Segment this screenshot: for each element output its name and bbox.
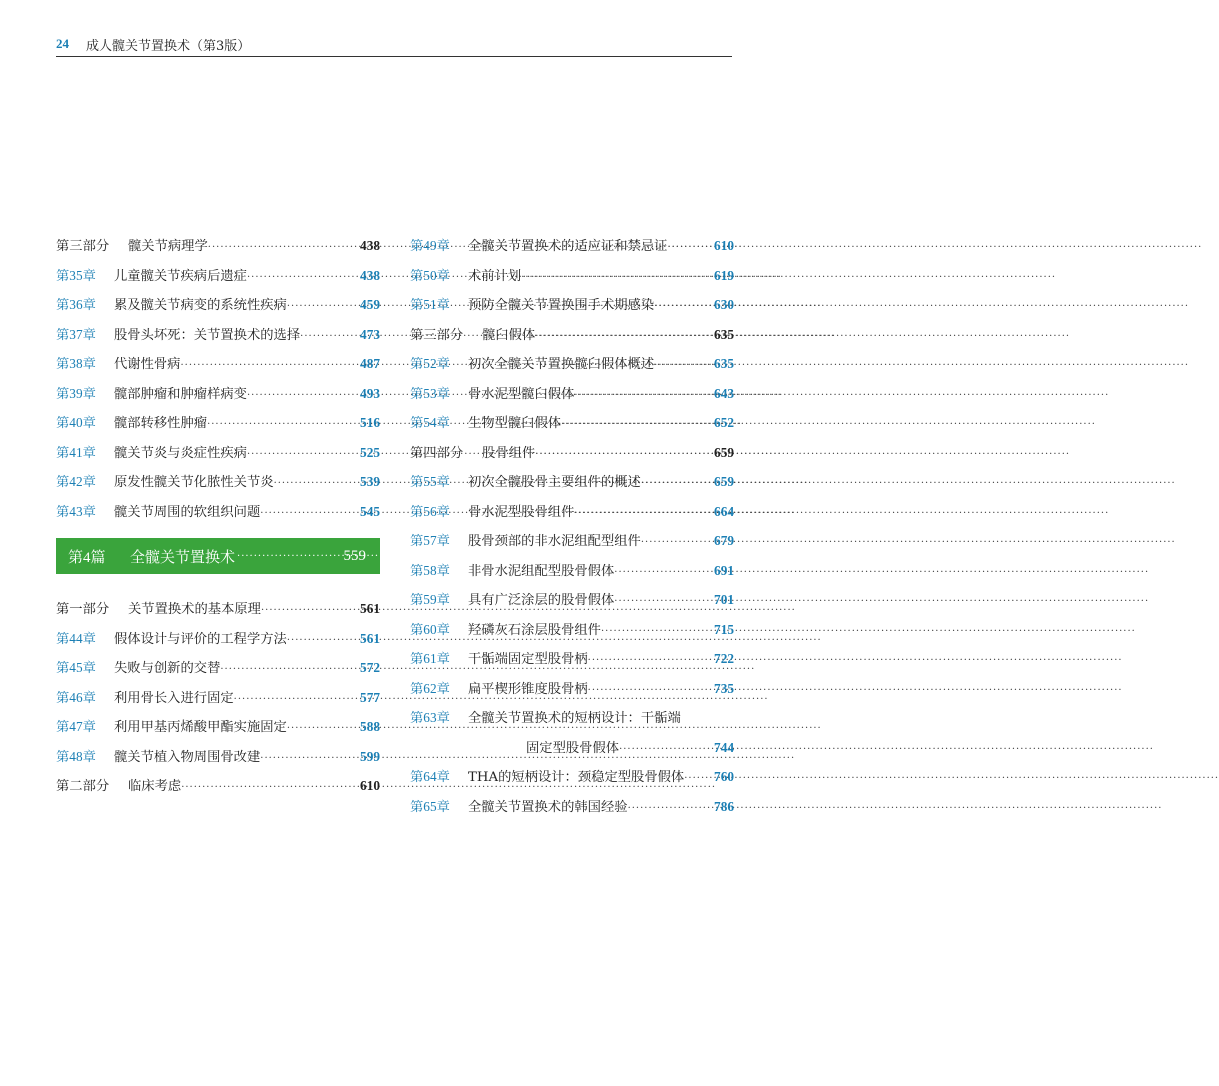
entry-label: 第47章 — [56, 719, 96, 734]
toc-chapter-entry[interactable] — [56, 624, 380, 654]
leader-dots — [237, 551, 339, 562]
leader-dots — [207, 410, 358, 440]
entry-label: 第48章 — [56, 748, 96, 764]
entry-title: 髋关节炎与炎症性疾病 — [114, 445, 247, 461]
entry-page-number: 561 — [360, 630, 380, 646]
leader-dots — [181, 773, 358, 803]
entry-page-number: 610 — [360, 778, 380, 793]
entry-title: 髋关节病理学 — [128, 239, 208, 254]
entry-title: 生物型髋臼假体 — [468, 416, 562, 431]
entry-title: 具有广泛涂层的股骨假体 — [468, 593, 615, 608]
toc-chapter-entry[interactable] — [410, 703, 734, 733]
leader-dots — [208, 233, 358, 263]
entry-page-number: 572 — [360, 660, 380, 675]
entry-page-number: 630 — [714, 297, 734, 312]
entry-page-number: 473 — [360, 326, 380, 342]
leader-dots — [220, 655, 358, 685]
leader-dots — [261, 596, 358, 626]
toc-chapter-entry[interactable] — [410, 408, 734, 438]
leader-dots — [260, 499, 358, 529]
entry-label: 第52章 — [410, 356, 450, 371]
entry-label: 第45章 — [56, 660, 96, 675]
toc-chapter-entry[interactable] — [410, 349, 734, 379]
section-label: 第4篇 — [68, 549, 106, 566]
entry-page-number: 691 — [714, 562, 734, 578]
leader-dots — [628, 794, 712, 824]
entry-label: 第50章 — [410, 267, 450, 283]
toc-chapter-entry[interactable] — [410, 733, 734, 763]
toc-right-column — [410, 231, 734, 821]
leader-dots — [180, 351, 358, 381]
entry-page-number: 599 — [360, 748, 380, 764]
leader-dots — [287, 714, 358, 744]
entry-label: 第37章 — [56, 326, 96, 342]
entry-label: 第三部分 — [56, 238, 110, 253]
book-title: 成人髋关节置换术（第3版） — [86, 39, 251, 54]
entry-label: 第四部分 — [410, 444, 464, 460]
entry-page-number: 679 — [714, 533, 734, 548]
toc-chapter-entry[interactable] — [410, 261, 734, 291]
toc-chapter-entry[interactable] — [56, 683, 380, 713]
entry-label: 第46章 — [56, 689, 96, 705]
entry-title: 股骨头坏死：关节置换术的选择 — [114, 327, 301, 343]
leader-dots — [654, 292, 712, 322]
entry-page-number: 516 — [360, 415, 380, 430]
entry-page-number: 545 — [360, 503, 380, 519]
leader-dots — [247, 263, 358, 293]
entry-title: 预防全髋关节置换围手术期感染 — [468, 298, 655, 313]
toc-chapter-entry[interactable] — [56, 379, 380, 409]
toc-chapter-entry[interactable] — [56, 261, 380, 291]
entry-label: 第49章 — [410, 238, 450, 253]
entry-label: 第58章 — [410, 562, 450, 578]
toc-part-entry[interactable] — [410, 438, 734, 468]
entry-page-number: 701 — [714, 592, 734, 607]
entry-title: 关节置换术的基本原理 — [128, 602, 261, 617]
entry-title: 髋关节周围的软组织问题 — [114, 504, 261, 520]
toc-chapter-entry[interactable] — [410, 231, 734, 261]
entry-title: 利用甲基丙烯酸甲酯实施固定 — [114, 720, 287, 735]
leader-dots — [574, 499, 712, 529]
leader-dots — [684, 764, 712, 794]
leader-dots — [300, 322, 358, 352]
entry-title: 代谢性骨病 — [114, 357, 181, 372]
entry-page-number: 659 — [714, 474, 734, 489]
toc-chapter-entry[interactable] — [56, 320, 380, 350]
entry-title: 骨水泥型股骨组件 — [468, 504, 575, 520]
toc-part-entry[interactable] — [56, 771, 380, 801]
leader-dots — [641, 528, 712, 558]
entry-title: 初次全髋股骨主要组件的概述 — [468, 475, 641, 490]
toc-chapter-entry[interactable] — [56, 349, 380, 379]
entry-page-number: 610 — [714, 238, 734, 253]
section-banner[interactable] — [56, 538, 380, 574]
toc-chapter-entry[interactable] — [410, 644, 734, 674]
entry-page-number: 722 — [714, 651, 734, 666]
toc-chapter-entry[interactable] — [410, 615, 734, 645]
entry-label: 第54章 — [410, 415, 450, 430]
section-page: 559 — [343, 547, 366, 564]
leader-dots — [588, 646, 712, 676]
entry-label: 第59章 — [410, 592, 450, 607]
toc-chapter-entry[interactable] — [56, 742, 380, 772]
entry-title: THA的短柄设计：颈稳定型股骨假体 — [468, 770, 685, 785]
entry-label: 第64章 — [410, 769, 450, 784]
entry-page-number: 652 — [714, 415, 734, 430]
entry-title: 假体设计与评价的工程学方法 — [114, 631, 287, 647]
entry-label: 第62章 — [410, 680, 450, 696]
entry-page-number: 744 — [714, 739, 734, 755]
entry-title: 髋部肿瘤和肿瘤样病变 — [114, 386, 247, 402]
entry-page-number: 635 — [714, 356, 734, 371]
toc-chapter-entry[interactable] — [410, 556, 734, 586]
leader-dots — [287, 292, 358, 322]
leader-dots — [667, 233, 712, 263]
toc-part-entry[interactable] — [56, 594, 380, 624]
toc-chapter-entry[interactable] — [410, 792, 734, 822]
entry-label: 第44章 — [56, 630, 96, 646]
toc-chapter-entry[interactable] — [410, 762, 734, 792]
leader-dots — [535, 440, 712, 470]
entry-title: 扁平楔形锥度股骨柄 — [468, 681, 588, 697]
entry-label: 第36章 — [56, 297, 96, 312]
leader-dots — [588, 676, 712, 706]
leader-dots — [619, 735, 712, 765]
entry-page-number: 619 — [714, 267, 734, 283]
entry-title: 股骨组件 — [482, 445, 536, 461]
entry-title: 累及髋关节病变的系统性疾病 — [114, 298, 287, 313]
entry-page-number: 715 — [714, 621, 734, 637]
entry-page-number: 786 — [714, 798, 734, 814]
leader-dots — [561, 410, 712, 440]
toc-chapter-entry[interactable] — [56, 438, 380, 468]
section-title: 全髋关节置换术 — [130, 547, 236, 566]
entry-label: 第三部分 — [410, 326, 464, 342]
toc-chapter-entry[interactable] — [410, 674, 734, 704]
entry-page-number: 664 — [714, 503, 734, 519]
entry-title: 临床考虑 — [128, 779, 182, 794]
entry-page-number: 635 — [714, 326, 734, 342]
entry-page-number: 659 — [714, 444, 734, 460]
entry-label: 第35章 — [56, 267, 96, 283]
entry-page-number: 760 — [714, 769, 734, 784]
entry-page-number: 487 — [360, 356, 380, 371]
entry-title: 股骨颈部的非水泥组配型组件 — [468, 534, 641, 549]
toc-chapter-entry[interactable] — [410, 379, 734, 409]
toc-chapter-entry[interactable] — [56, 290, 380, 320]
toc-left-column — [56, 231, 380, 801]
entry-label: 第二部分 — [56, 778, 110, 793]
entry-title: 全髋关节置换术的适应证和禁忌证 — [468, 239, 668, 254]
entry-title: 利用骨长入进行固定 — [114, 690, 234, 706]
entry-title: 初次全髋关节置换髋臼假体概述 — [468, 357, 655, 372]
leader-dots — [654, 351, 712, 381]
leader-dots — [287, 626, 358, 656]
entry-label: 第53章 — [410, 385, 450, 401]
entry-title: 失败与创新的交替 — [114, 661, 221, 676]
leader-dots — [247, 440, 358, 470]
toc-chapter-entry[interactable] — [56, 712, 380, 742]
leader-dots — [641, 469, 712, 499]
entry-page-number: 588 — [360, 719, 380, 734]
entry-label: 第38章 — [56, 356, 96, 371]
entry-title: 术前计划 — [468, 268, 522, 284]
leader-dots — [614, 558, 712, 588]
toc-chapter-entry[interactable] — [56, 467, 380, 497]
leader-dots — [274, 469, 358, 499]
toc-part-entry[interactable] — [410, 320, 734, 350]
leader-dots — [260, 744, 358, 774]
entry-label: 第一部分 — [56, 601, 110, 616]
entry-title: 原发性髋关节化脓性关节炎 — [114, 475, 274, 490]
entry-title: 全髋关节置换术的短柄设计：干骺端 — [468, 711, 681, 726]
toc-part-entry[interactable] — [56, 231, 380, 261]
entry-page-number: 493 — [360, 385, 380, 401]
toc-chapter-entry[interactable] — [410, 585, 734, 615]
leader-dots — [234, 685, 358, 715]
entry-title: 固定型股骨假体 — [526, 740, 620, 756]
entry-title: 羟磷灰石涂层股骨组件 — [468, 622, 601, 638]
toc-list-components — [410, 231, 734, 821]
entry-page-number: 735 — [714, 680, 734, 696]
leader-dots — [614, 587, 712, 617]
entry-title: 骨水泥型髋臼假体 — [468, 386, 575, 402]
entry-page-number: 438 — [360, 267, 380, 283]
entry-page-number: 525 — [360, 444, 380, 460]
toc-chapter-entry[interactable] — [56, 653, 380, 683]
entry-page-number: 459 — [360, 297, 380, 312]
leader-dots — [521, 263, 712, 293]
entry-title: 全髋关节置换术的韩国经验 — [468, 799, 628, 815]
toc-chapter-entry[interactable] — [410, 467, 734, 497]
entry-label: 第40章 — [56, 415, 96, 430]
leader-dots — [601, 617, 712, 647]
entry-title: 髋部转移性肿瘤 — [114, 416, 208, 431]
entry-page-number: 438 — [360, 238, 380, 253]
leader-dots — [247, 381, 358, 411]
entry-label: 第65章 — [410, 798, 450, 814]
entry-page-number: 643 — [714, 385, 734, 401]
toc-chapter-entry[interactable] — [410, 526, 734, 556]
entry-label: 第55章 — [410, 474, 450, 489]
entry-label: 第39章 — [56, 385, 96, 401]
toc-list-pathology — [56, 231, 380, 526]
entry-page-number: 561 — [360, 601, 380, 616]
entry-label: 第43章 — [56, 503, 96, 519]
entry-title: 干骺端固定型股骨柄 — [468, 652, 588, 667]
running-header — [56, 34, 732, 57]
toc-chapter-entry[interactable] — [410, 290, 734, 320]
entry-label: 第56章 — [410, 503, 450, 519]
entry-label: 第42章 — [56, 474, 96, 489]
entry-page-number: 577 — [360, 689, 380, 705]
toc-list-total-hip — [56, 594, 380, 801]
entry-title: 髋臼假体 — [482, 327, 536, 343]
entry-label: 第51章 — [410, 297, 450, 312]
toc-chapter-entry[interactable] — [56, 497, 380, 527]
toc-chapter-entry[interactable] — [56, 408, 380, 438]
entry-label: 第61章 — [410, 651, 450, 666]
entry-label: 第63章 — [410, 710, 450, 725]
entry-label: 第57章 — [410, 533, 450, 548]
page-number: 24 — [56, 36, 69, 51]
entry-label: 第41章 — [56, 444, 96, 460]
leader-dots — [535, 322, 712, 352]
entry-title: 非骨水泥组配型股骨假体 — [468, 563, 615, 579]
toc-chapter-entry[interactable] — [410, 497, 734, 527]
entry-page-number: 539 — [360, 474, 380, 489]
entry-title: 儿童髋关节疾病后遗症 — [114, 268, 247, 284]
entry-label: 第60章 — [410, 621, 450, 637]
entry-title: 髋关节植入物周围骨改建 — [114, 749, 261, 765]
leader-dots — [574, 381, 712, 411]
